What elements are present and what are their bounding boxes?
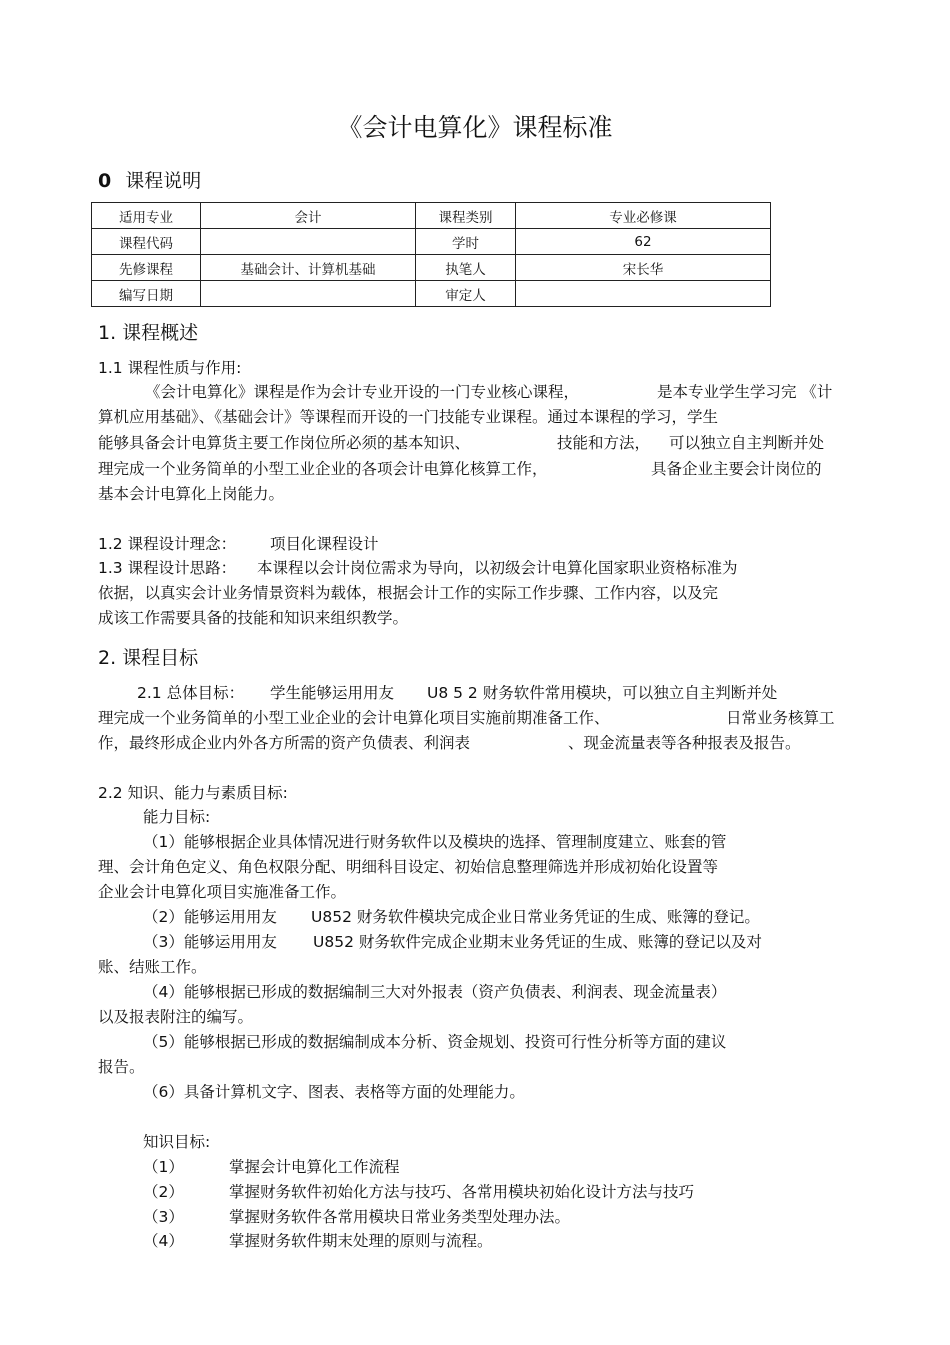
table-cell: 课程类别: [416, 203, 516, 229]
table-cell: 宋长华: [516, 255, 771, 281]
table-cell: [201, 229, 416, 255]
course-info-table: [91, 202, 771, 307]
knowledge-goals-label: 知识目标:: [143, 1133, 211, 1151]
paragraph-line: 日常业务核算工: [726, 709, 835, 727]
ability-item: （4）能够根据已形成的数据编制三大对外报表（资产负债表、利润表、现金流量表）: [143, 983, 727, 1001]
paragraph-line: 基本会计电算化上岗能力。: [98, 485, 285, 503]
section-0-number: 0: [98, 170, 112, 192]
knowledge-item-text: 掌握财务软件各常用模块日常业务类型处理办法。: [229, 1208, 571, 1226]
table-cell: 学时: [416, 229, 516, 255]
section-1-2-heading: 1.2 课程设计理念：: [98, 535, 237, 553]
knowledge-item-number: （3）: [143, 1208, 184, 1226]
ability-item: （5）能够根据已形成的数据编制成本分析、资金规划、投资可行性分析等方面的建议: [143, 1033, 727, 1051]
section-2-heading: 2. 课程目标: [98, 647, 199, 669]
paragraph-line: 理完成一个业务简单的小型工业企业的会计电算化项目实施前期准备工作、: [98, 709, 610, 727]
paragraph-line: U8 5 2 财务软件常用模块，可以独立自主判断并处: [427, 684, 778, 702]
knowledge-item-text: 掌握财务软件期末处理的原则与流程。: [229, 1232, 493, 1250]
ability-item: （1）能够根据企业具体情况进行财务软件以及模块的选择、管理制度建立、账套的管: [143, 833, 727, 851]
section-1-3-heading: 1.3 课程设计思路：: [98, 559, 237, 577]
section-0-heading: [98, 166, 201, 193]
ability-item: U852 财务软件完成企业期末业务凭证的生成、账簿的登记以及对: [313, 933, 762, 951]
paragraph-line: 具备企业主要会计岗位的: [651, 460, 822, 478]
table-cell: 基础会计、计算机基础: [201, 255, 416, 281]
ability-item: U852 财务软件模块完成企业日常业务凭证的生成、账簿的登记。: [311, 908, 760, 926]
section-1-heading: 1. 课程概述: [98, 322, 199, 344]
section-0-title: 课程说明: [125, 170, 202, 192]
paragraph-line: 作，最终形成企业内外各方所需的资产负债表、利润表: [98, 734, 471, 752]
table-cell: 编写日期: [92, 281, 201, 307]
paragraph-line: 是本专业学生学习完 《计: [657, 383, 833, 401]
paragraph-line: 依据，以真实会计业务情景资料为载体，根据会计工作的实际工作步骤、工作内容，以及完: [98, 584, 719, 602]
table-cell: 62: [516, 229, 771, 255]
table-cell: 先修课程: [92, 255, 201, 281]
ability-item: 以及报表附注的编写。: [98, 1008, 254, 1026]
knowledge-item-number: （4）: [143, 1232, 184, 1250]
table-row: [92, 255, 771, 281]
paragraph-line: 能够具备会计电算货主要工作岗位所必须的基本知识、: [98, 434, 471, 452]
paragraph-line: 理完成一个业务简单的小型工业企业的各项会计电算化核算工作，: [98, 460, 548, 478]
table-row: [92, 229, 771, 255]
ability-item: 企业会计电算化项目实施准备工作。: [98, 883, 347, 901]
section-2-2-heading: 2.2 知识、能力与素质目标:: [98, 784, 288, 802]
ability-item: 账、结账工作。: [98, 958, 207, 976]
table-cell: [516, 281, 771, 307]
ability-item: 理、会计角色定义、角色权限分配、明细科目设定、初始信息整理筛选并形成初始化设置等: [98, 858, 719, 876]
table-cell: 适用专业: [92, 203, 201, 229]
table-cell: 课程代码: [92, 229, 201, 255]
paragraph-line: 技能和方法，: [557, 434, 651, 452]
paragraph-line: 成该工作需要具备的技能和知识来组织教学。: [98, 609, 409, 627]
ability-item: 报告。: [98, 1058, 145, 1076]
table-cell: 执笔人: [416, 255, 516, 281]
paragraph-line: 本课程以会计岗位需求为导向，以初级会计电算化国家职业资格标准为: [257, 559, 738, 577]
section-1-2-value: 项目化课程设计: [270, 535, 379, 553]
table-row: [92, 203, 771, 229]
section-2-1-heading: 2.1 总体目标：: [137, 684, 245, 702]
table-cell: 专业必修课: [516, 203, 771, 229]
knowledge-item-number: （2）: [143, 1183, 184, 1201]
paragraph-line: 学生能够运用用友: [270, 684, 395, 702]
paragraph-line: 算机应用基础》、《基础会计》等课程而开设的一门技能专业课程。通过本课程的学习，学生: [98, 408, 719, 426]
table-row: [92, 281, 771, 307]
paragraph-line: 、现金流量表等各种报表及报告。: [568, 734, 801, 752]
table-cell: 审定人: [416, 281, 516, 307]
section-1-1-heading: 1.1 课程性质与作用:: [98, 359, 242, 377]
knowledge-item-number: （1）: [143, 1158, 184, 1176]
ability-item: （3）能够运用用友: [143, 933, 277, 951]
ability-goals-label: 能力目标:: [143, 808, 211, 826]
paragraph-line: 《会计电算化》课程是作为会计专业开设的一门专业核心课程，: [145, 383, 580, 401]
knowledge-item-text: 掌握会计电算化工作流程: [229, 1158, 400, 1176]
ability-item: （6）具备计算机文字、图表、表格等方面的处理能力。: [143, 1083, 525, 1101]
paragraph-line: 可以独立自主判断并处: [669, 434, 825, 452]
document-title: 《会计电算化》课程标准: [337, 113, 613, 142]
ability-item: （2）能够运用用友: [143, 908, 277, 926]
table-cell: [201, 281, 416, 307]
knowledge-item-text: 掌握财务软件初始化方法与技巧、各常用模块初始化设计方法与技巧: [229, 1183, 695, 1201]
table-cell: 会计: [201, 203, 416, 229]
